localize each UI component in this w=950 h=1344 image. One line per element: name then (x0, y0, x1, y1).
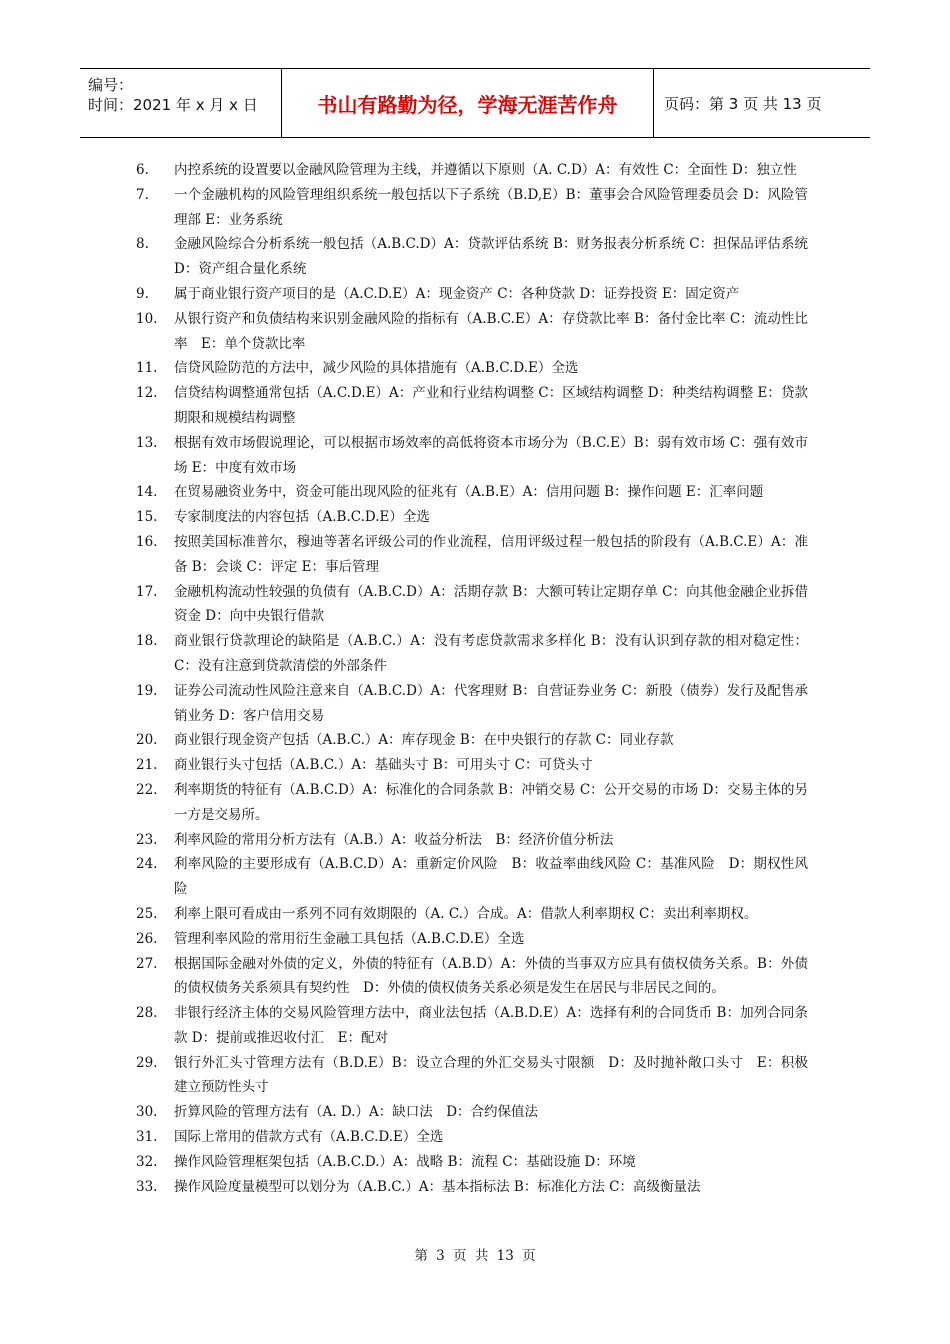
item-number: 21. (136, 757, 158, 774)
item-number: 23. (136, 831, 158, 848)
item-number: 27. (136, 955, 158, 972)
item-number: 17. (136, 583, 158, 600)
list-item (136, 679, 808, 729)
item-number: 14. (136, 484, 158, 501)
header-motto: 书山有路勤为径，学海无涯苦作舟 (282, 69, 654, 137)
item-number: 6. (136, 162, 149, 178)
list-item (136, 753, 808, 778)
list-item (136, 356, 808, 381)
item-text: 利率风险的主要形成有（A.B.C.D）A：重新定价风险 B：收益率曲线风险 C：基准风险 D：期权性风险 (174, 856, 808, 898)
list-item (136, 1150, 808, 1175)
item-text: 按照美国标准普尔，穆迪等著名评级公司的作业流程，信用评级过程一般包括的阶段有（A.B.C.E）A：准备 B：会谈 C：评定 E：事后管理 (174, 533, 808, 575)
list-item (136, 902, 808, 927)
list-item (136, 158, 808, 183)
item-text: 利率上限可看成由一系列不同有效期限的（A. C.）合成。A：借款人利率期权 C：卖出利率期权。 (174, 905, 758, 922)
item-text: 商业银行贷款理论的缺陷是（A.B.C.）A：没有考虑贷款需求多样化 B：没有认识到存款的相对稳定性：C：没有注意到贷款清偿的外部条件 (174, 633, 808, 674)
item-text: 金融风险综合分析系统一般包括（A.B.C.D）A：贷款评估系统 B：财务报表分析系统 C：担保品评估系统 D：资产组合量化系统 (174, 236, 808, 278)
list-item (136, 828, 808, 853)
item-number: 31. (136, 1129, 158, 1146)
item-number: 29. (136, 1054, 158, 1071)
item-number: 24. (136, 856, 158, 873)
item-text: 在贸易融资业务中，资金可能出现风险的征兆有（A.B.E）A：信用问题 B：操作问题 E：汇率问题 (174, 484, 764, 501)
item-text: 金融机构流动性较强的负债有（A.B.C.D）A：活期存款 B：大额可转让定期存单 C：向其他金融企业拆借资金 D：向中央银行借款 (174, 583, 808, 625)
item-number: 7. (136, 186, 149, 203)
item-text: 专家制度法的内容包括（A.B.C.D.E）全选 (174, 509, 430, 526)
item-text: 操作风险度量模型可以划分为（A.B.C.）A：基本指标法 B：标准化方法 C：高级衡量法 (174, 1178, 701, 1195)
item-text: 内控系统的设置要以金融风险管理为主线，并遵循以下原则（A. C.D）A：有效性 C：全面性 D：独立性 (174, 162, 797, 178)
item-number: 18. (136, 633, 158, 650)
item-number: 16. (136, 533, 158, 550)
item-number: 30. (136, 1104, 158, 1121)
item-number: 8. (136, 236, 149, 253)
list-item (136, 1125, 808, 1150)
list-item (136, 927, 808, 952)
list-item (136, 505, 808, 530)
list-item (136, 629, 808, 679)
list-item (136, 1051, 808, 1101)
list-item (136, 1175, 808, 1200)
item-number: 11. (136, 360, 158, 377)
item-text: 折算风险的管理方法有（A. D.）A：缺口法 D：合约保值法 (174, 1104, 539, 1121)
list-item (136, 307, 808, 357)
item-text: 一个金融机构的风险管理组织系统一般包括以下子系统（B.D,E）B：董事会合风险管理委员会 D：风险管理部 E：业务系统 (174, 186, 808, 228)
list-item (136, 1001, 808, 1051)
item-text: 从银行资产和负债结构来识别金融风险的指标有（A.B.C.E）A：存贷款比率 B：备付金比率 C：流动性比率 E：单个贷款比率 (174, 310, 808, 352)
item-text: 根据有效市场假说理论，可以根据市场效率的高低将资本市场分为（B.C.E）B：弱有效市场 C：强有效市场 E：中度有效市场 (174, 434, 808, 476)
page-header (80, 68, 870, 138)
item-number: 12. (136, 385, 158, 402)
list-item (136, 183, 808, 233)
list-item (136, 530, 808, 580)
list-item (136, 952, 808, 1002)
item-text: 信贷结构调整通常包括（A.C.D.E）A：产业和行业结构调整 C：区域结构调整 D：种类结构调整 E：贷款期限和规模结构调整 (174, 385, 808, 426)
list-item (136, 852, 808, 902)
item-text: 证券公司流动性风险注意来自（A.B.C.D）A：代客理财 B：自营证券业务 C：新股（债券）发行及配售承销业务 D：客户信用交易 (174, 682, 808, 724)
item-number: 25. (136, 905, 158, 922)
item-text: 银行外汇头寸管理方法有（B.D.E）B：设立合理的外汇交易头寸限额 D：及时抛补敞口头寸 E：积极建立预防性头寸 (174, 1054, 808, 1096)
list-item (136, 480, 808, 505)
item-number: 28. (136, 1005, 158, 1022)
item-text: 操作风险管理框架包括（A.B.C.D.）A：战略 B：流程 C：基础设施 D：环境 (174, 1153, 636, 1170)
item-number: 15. (136, 509, 158, 526)
item-text: 信贷风险防范的方法中，减少风险的具体措施有（A.B.C.D.E）全选 (174, 360, 579, 377)
item-text: 国际上常用的借款方式有（A.B.C.D.E）全选 (174, 1129, 444, 1146)
header-info (80, 69, 282, 137)
item-text: 管理利率风险的常用衍生金融工具包括（A.B.C.D.E）全选 (174, 930, 525, 947)
item-number: 10. (136, 310, 158, 327)
item-text: 根据国际金融对外债的定义，外债的特征有（A.B.D）A：外债的当事双方应具有债权债务关系。B：外债的债权债务关系须具有契约性 D：外债的债权债务关系必须是发生在居民与非居民之间的。 (174, 955, 808, 997)
list-item (136, 282, 808, 307)
date-label: 时间：2021 年 x 月 x 日 (88, 96, 258, 114)
item-text: 属于商业银行资产项目的是（A.C.D.E）A：现金资产 C：各种贷款 D：证券投资 E：固定资产 (174, 285, 740, 302)
item-text: 商业银行现金资产包括（A.B.C.）A：库存现金 B：在中央银行的存款 C：同业存款 (174, 732, 674, 749)
item-text: 商业银行头寸包括（A.B.C.）A：基础头寸 B：可用头寸 C：可贷头寸 (174, 757, 593, 774)
list-item (136, 232, 808, 282)
item-text: 利率期货的特征有（A.B.C.D）A：标准化的合同条款 B：冲销交易 C：公开交易的市场 D：交易主体的另一方是交易所。 (174, 781, 808, 823)
item-number: 22. (136, 781, 158, 798)
question-list (136, 158, 808, 1199)
page-footer: 第 3 页 共 13 页 (414, 1248, 536, 1264)
code-label: 编号： (88, 76, 134, 94)
list-item (136, 728, 808, 753)
item-text: 非银行经济主体的交易风险管理方法中，商业法包括（A.B.D.E）A：选择有利的合同货币 B：加列合同条款 D：提前或推迟收付汇 E：配对 (174, 1005, 808, 1046)
item-number: 19. (136, 682, 158, 699)
item-number: 32. (136, 1153, 158, 1170)
item-number: 13. (136, 434, 158, 451)
header-page-label: 页码：第 3 页 共 13 页 (664, 94, 822, 113)
item-number: 26. (136, 930, 158, 947)
item-text: 利率风险的常用分析方法有（A.B.）A：收益分析法 B：经济价值分析法 (174, 831, 614, 848)
item-number: 20. (136, 732, 158, 749)
list-item (136, 431, 808, 481)
list-item (136, 580, 808, 630)
list-item (136, 381, 808, 431)
list-item (136, 778, 808, 828)
item-number: 33. (136, 1178, 158, 1195)
item-number: 9. (136, 285, 149, 302)
list-item (136, 1100, 808, 1125)
